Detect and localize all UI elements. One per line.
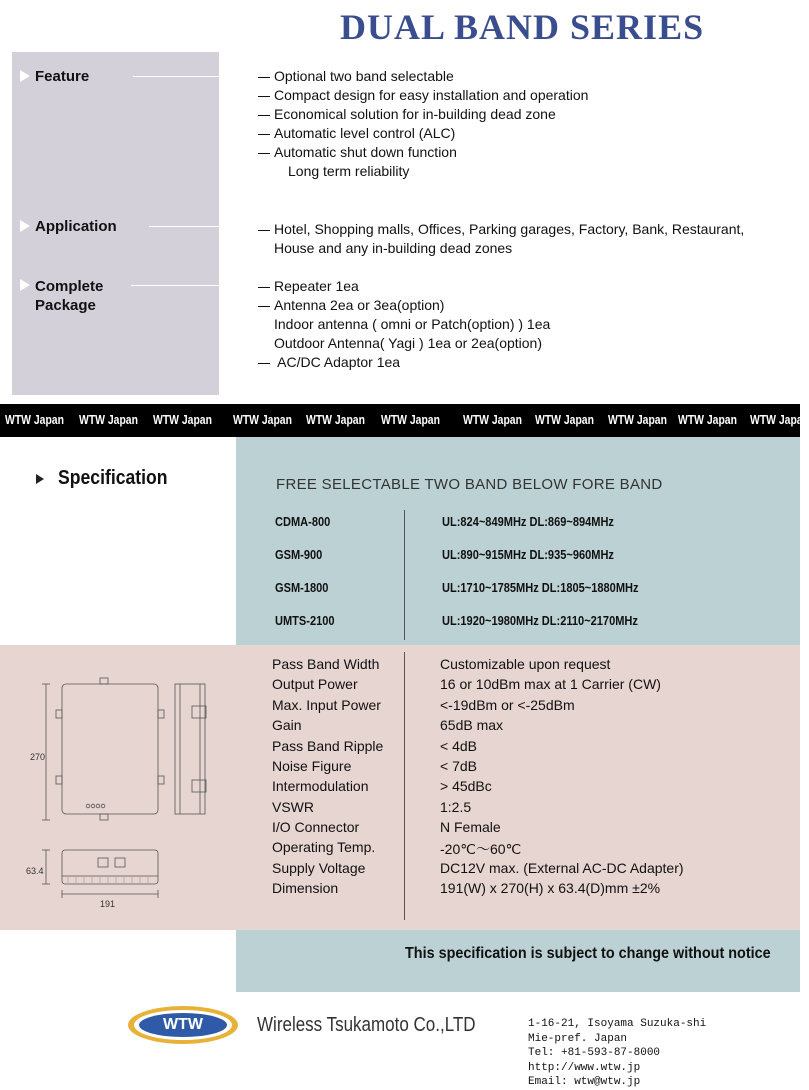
spec-key: Gain xyxy=(272,717,302,733)
specification-heading xyxy=(36,467,182,490)
band-text: WTW Japan xyxy=(463,412,522,427)
spec-value: Customizable upon request xyxy=(440,656,611,672)
disclaimer-note: This specification is subject to change without notice xyxy=(405,945,771,962)
specification-label: Specification xyxy=(58,467,168,489)
page-title: DUAL BAND SERIES xyxy=(340,7,705,47)
triangle-bullet-icon xyxy=(20,220,30,232)
spec-key: Operating Temp. xyxy=(272,839,376,855)
bands-heading: FREE SELECTABLE TWO BAND BELOW FORE BAND xyxy=(276,476,663,493)
band-text: WTW Japan xyxy=(233,412,292,427)
dash-icon xyxy=(258,306,270,307)
spec-value: > 45dBc xyxy=(440,778,492,794)
band-name: GSM-1800 xyxy=(275,580,329,595)
spec-value: 16 or 10dBm max at 1 Carrier (CW) xyxy=(440,676,661,692)
brand-band xyxy=(0,404,809,437)
feature-label: Feature xyxy=(35,68,90,85)
spec-key: Noise Figure xyxy=(272,758,352,774)
spec-key: Pass Band Ripple xyxy=(272,738,384,754)
feature-heading xyxy=(20,68,89,85)
spec-key: Max. Input Power xyxy=(272,697,381,713)
band-text: WTW Japan xyxy=(5,412,64,427)
band-divider xyxy=(404,510,405,640)
application-rule xyxy=(149,226,219,227)
package-item: AC/DC Adaptor 1ea xyxy=(258,353,550,372)
triangle-bullet-icon xyxy=(36,474,44,484)
depth-dimension: 63.4 xyxy=(26,866,44,876)
band-text: WTW Japan xyxy=(535,412,594,427)
triangle-bullet-icon xyxy=(20,70,30,82)
spec-divider xyxy=(404,652,405,920)
spec-key: Pass Band Width xyxy=(272,656,380,672)
feature-item: Automatic shut down function xyxy=(258,143,588,162)
dash-icon xyxy=(258,134,270,135)
band-text: WTW Japan xyxy=(79,412,138,427)
spec-value: 191(W) x 270(H) x 63.4(D)mm ±2% xyxy=(440,880,661,896)
spec-value: <-19dBm or <-25dBm xyxy=(440,697,575,713)
height-dimension: 270 xyxy=(30,752,46,762)
band-text: WTW Japan xyxy=(381,412,440,427)
dash-icon xyxy=(258,115,270,116)
device-dimension-drawing xyxy=(20,670,220,915)
dash-icon xyxy=(258,153,270,154)
wtw-logo xyxy=(127,1005,239,1045)
feature-item: Optional two band selectable xyxy=(258,67,588,86)
band-value: UL:890~915MHz DL:935~960MHz xyxy=(442,547,614,562)
spec-key: Dimension xyxy=(272,880,339,896)
feature-item: Automatic level control (ALC) xyxy=(258,124,588,143)
band-value: UL:1920~1980MHz DL:2110~2170MHz xyxy=(442,613,638,628)
package-item: Antenna 2ea or 3ea(option) xyxy=(258,296,550,315)
band-text: WTW Japan xyxy=(678,412,737,427)
band-name: CDMA-800 xyxy=(275,514,331,529)
band-text: WTW Japan xyxy=(608,412,667,427)
package-item: Repeater 1ea xyxy=(258,277,550,296)
feature-item: Compact design for easy installation and operation xyxy=(258,86,588,105)
application-text: Hotel, Shopping malls, Offices, Parking garages, Factory, Bank, Restaurant, House and any in-building dead zones xyxy=(258,220,744,258)
spec-value: N Female xyxy=(440,819,501,835)
triangle-bullet-icon xyxy=(20,279,30,291)
package-list xyxy=(258,277,550,372)
application-heading xyxy=(20,218,117,235)
feature-item: Economical solution for in-building dead zone xyxy=(258,105,588,124)
band-text: WTW Japan xyxy=(306,412,365,427)
dash-icon xyxy=(258,77,270,78)
spec-value: < 7dB xyxy=(440,758,477,774)
spec-key: Intermodulation xyxy=(272,778,369,794)
company-name: Wireless Tsukamoto Co.,LTD xyxy=(257,1014,476,1036)
package-label-line2: Package xyxy=(35,297,96,314)
dash-icon xyxy=(258,287,270,288)
package-rule xyxy=(131,285,219,286)
spec-value: -20℃～60℃ xyxy=(440,841,522,857)
company-address: 1-16-21, Isoyama Suzuka-shi Mie-pref. Japan Tel: +81-593-87-8000 http://www.wtw.jp Email: wtw@wtw.jp xyxy=(528,1018,707,1088)
band-text: WTW Japan xyxy=(750,412,809,427)
spec-key: Output Power xyxy=(272,676,358,692)
dash-icon xyxy=(258,230,270,231)
application-label: Application xyxy=(35,218,117,235)
spec-value: DC12V max. (External AC-DC Adapter) xyxy=(440,860,684,876)
package-heading xyxy=(20,277,103,315)
band-name: UMTS-2100 xyxy=(275,613,335,628)
feature-continuation: Long term reliability xyxy=(288,163,410,179)
spec-key: Supply Voltage xyxy=(272,860,366,876)
dash-icon xyxy=(258,96,270,97)
package-item: Outdoor Antenna( Yagi ) 1ea or 2ea(option) xyxy=(274,335,542,351)
feature-rule xyxy=(133,76,219,77)
width-dimension: 191 xyxy=(100,899,116,909)
spec-value: < 4dB xyxy=(440,738,477,754)
band-value: UL:824~849MHz DL:869~894MHz xyxy=(442,514,614,529)
spec-key: VSWR xyxy=(272,799,314,815)
logo-text: WTW xyxy=(163,1016,203,1033)
package-item: Indoor antenna ( omni or Patch(option) ) 1ea xyxy=(274,316,551,332)
spec-value: 65dB max xyxy=(440,717,504,733)
spec-value: 1:2.5 xyxy=(440,799,472,815)
dash-icon xyxy=(258,363,270,364)
feature-list xyxy=(258,67,588,181)
band-text: WTW Japan xyxy=(153,412,212,427)
spec-key: I/O Connector xyxy=(272,819,360,835)
band-name: GSM-900 xyxy=(275,547,323,562)
band-value: UL:1710~1785MHz DL:1805~1880MHz xyxy=(442,580,639,595)
package-label-line1: Complete xyxy=(35,278,104,295)
